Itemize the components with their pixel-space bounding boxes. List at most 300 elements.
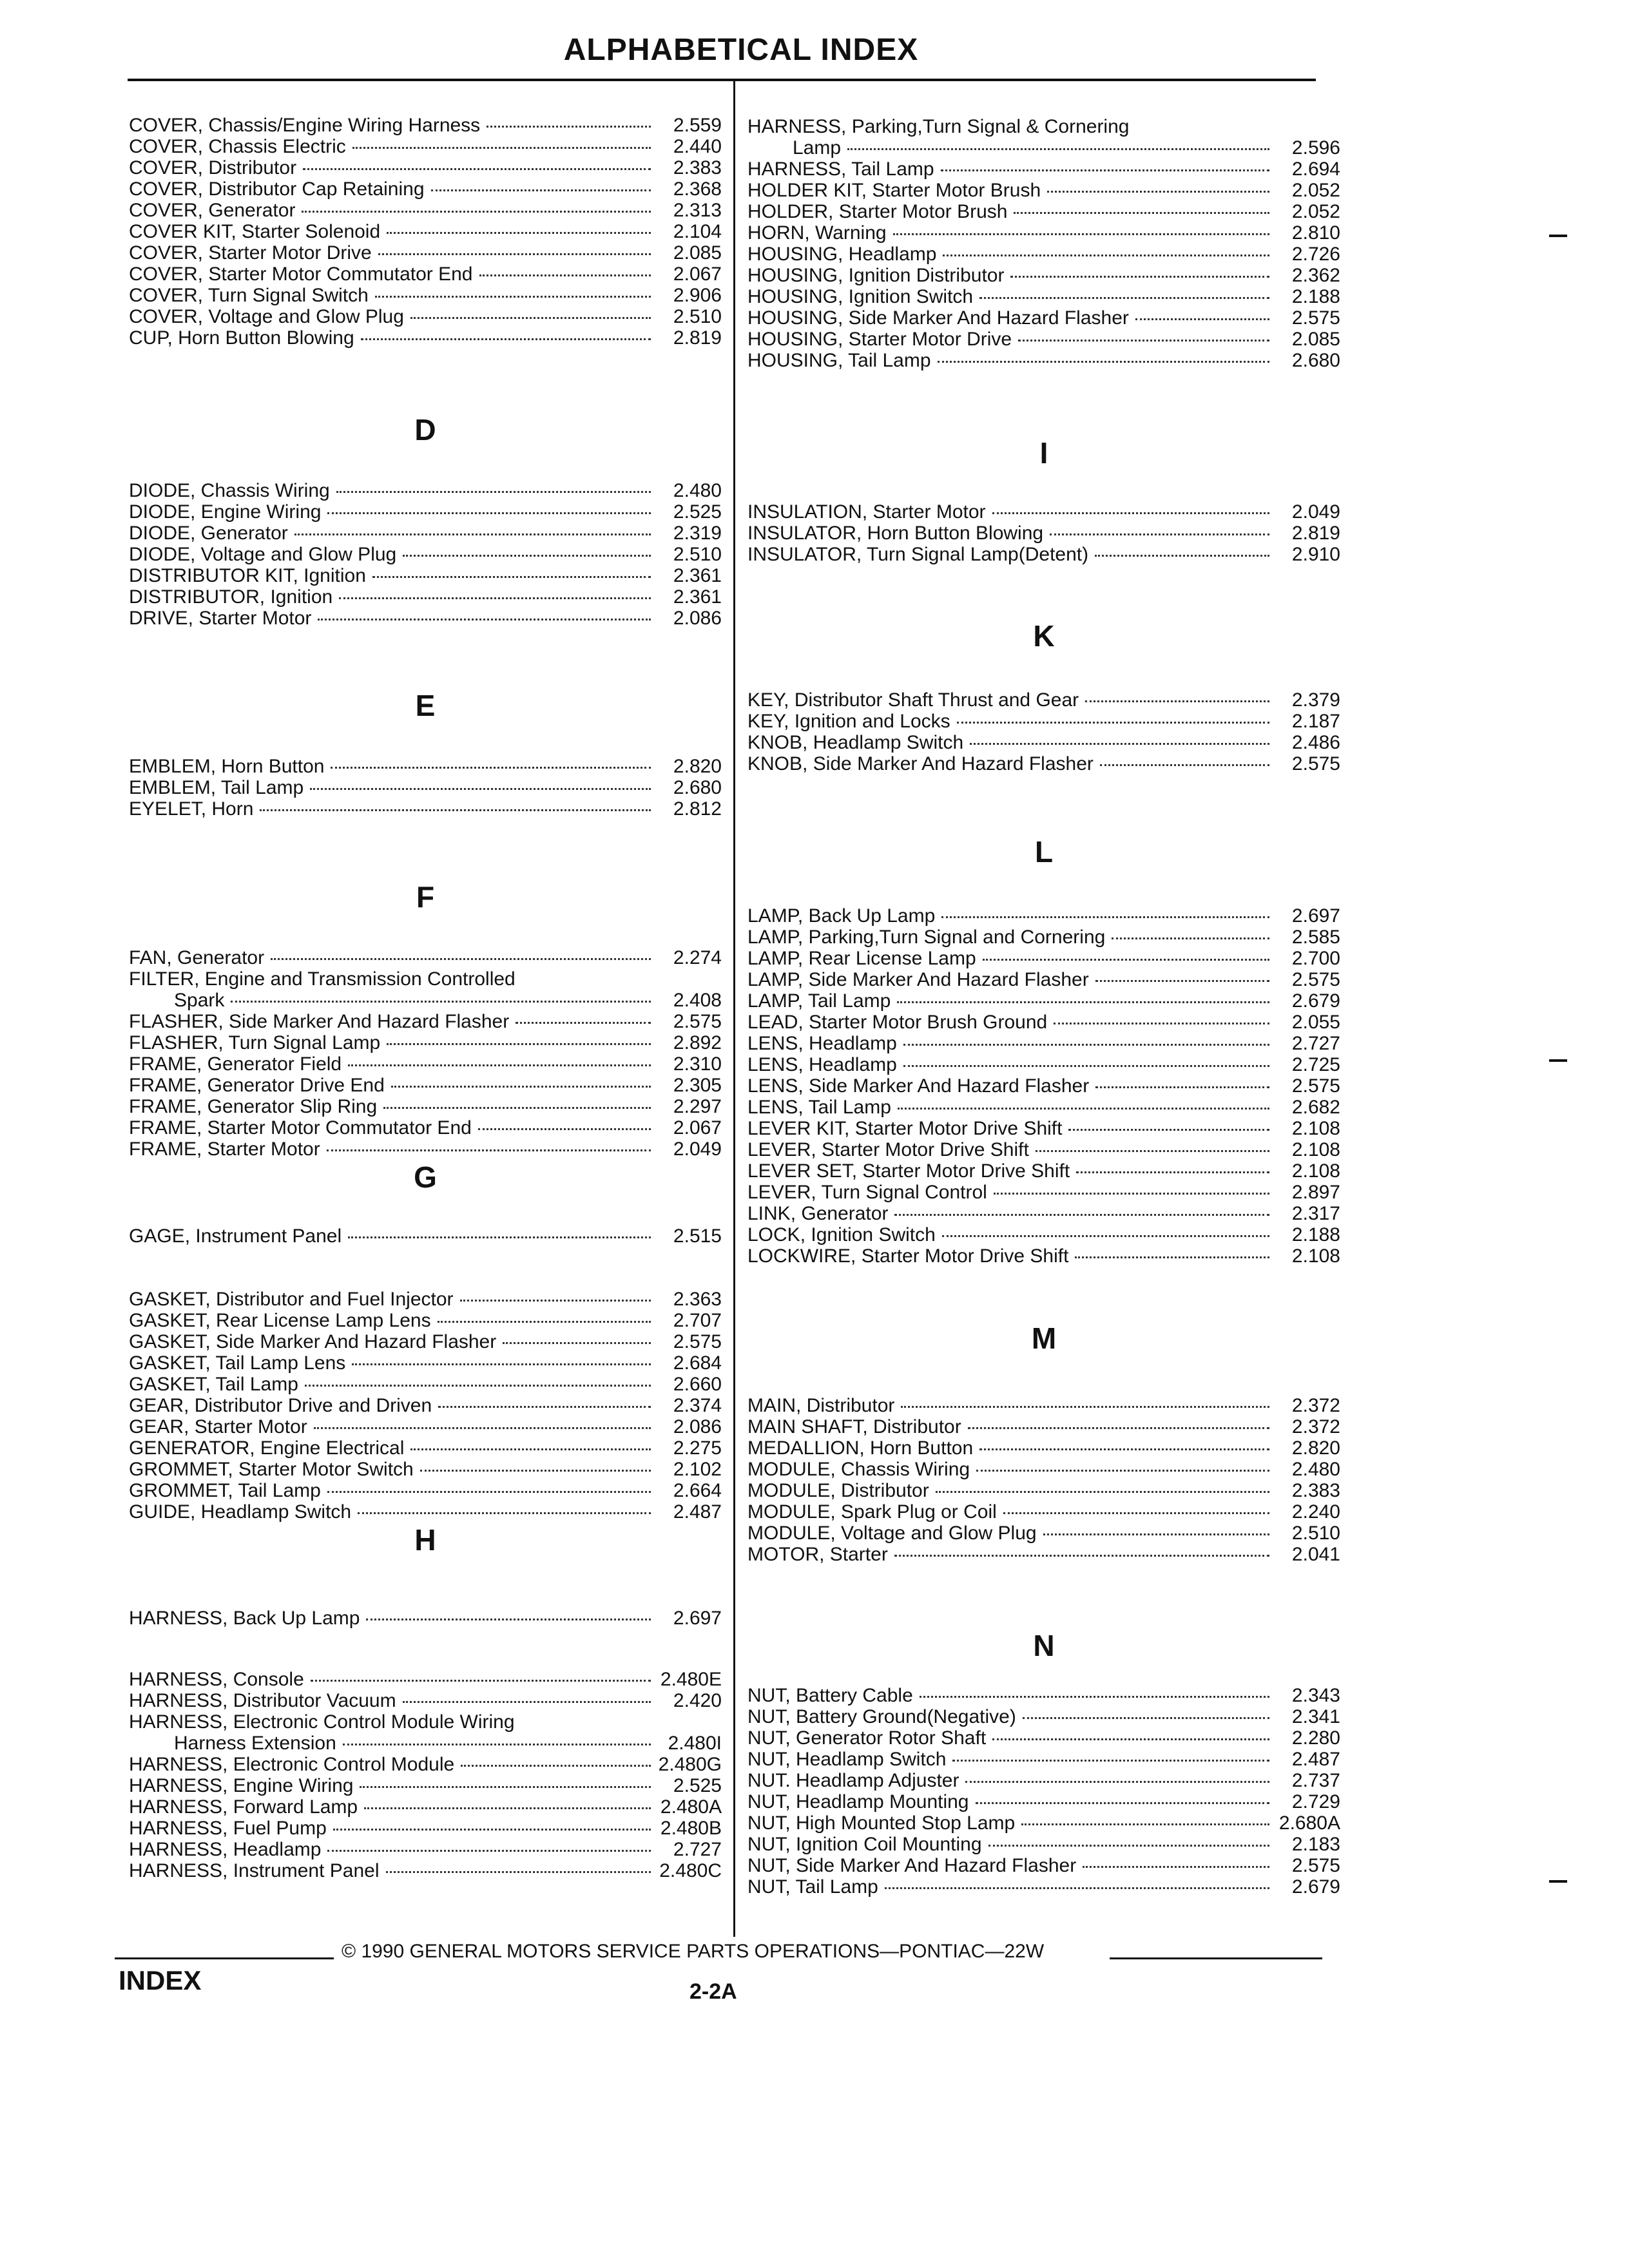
dot-leader	[403, 554, 651, 557]
dot-leader	[327, 1849, 651, 1852]
entry-page-number: 2.487	[673, 1501, 722, 1523]
entry-label: LOCK, Ignition Switch	[747, 1224, 936, 1245]
entry-page-number: 2.297	[673, 1096, 722, 1117]
index-entry	[129, 544, 722, 565]
dot-leader	[897, 1001, 1269, 1003]
column-divider	[733, 81, 735, 1937]
dot-leader	[420, 1469, 651, 1472]
index-entry	[747, 948, 1340, 969]
entry-page-number: 2.108	[1291, 1118, 1340, 1139]
entry-page-number: 2.726	[1291, 244, 1340, 265]
entry-label: HARNESS, Electronic Control Module	[129, 1754, 455, 1775]
entry-label: COVER, Turn Signal Switch	[129, 285, 369, 306]
section-letter: L	[1034, 835, 1054, 869]
entry-page-number: 2.906	[673, 285, 722, 306]
dot-leader	[1075, 1256, 1269, 1258]
index-entry	[747, 1812, 1340, 1834]
entry-page-number: 2.480G	[658, 1754, 722, 1775]
entry-label: NUT, Side Marker And Hazard Flasher	[747, 1855, 1077, 1876]
dot-leader	[339, 597, 651, 599]
dot-leader	[970, 742, 1269, 745]
entry-page-number: 2.510	[673, 544, 722, 565]
entry-label: FLASHER, Turn Signal Lamp	[129, 1032, 381, 1053]
index-entry	[129, 1501, 722, 1523]
entry-page-number: 2.510	[1291, 1523, 1340, 1544]
index-entry	[747, 1097, 1340, 1118]
index-entry	[747, 732, 1340, 753]
dot-leader	[994, 1192, 1269, 1195]
entry-page-number: 2.682	[1291, 1097, 1340, 1118]
section-letter: N	[1033, 1629, 1055, 1662]
entry-label: HARNESS, Back Up Lamp	[129, 1608, 360, 1629]
entry-page-number: 2.041	[1291, 1544, 1340, 1565]
entry-page-number: 2.188	[1291, 1224, 1340, 1245]
entry-page-number: 2.408	[673, 990, 722, 1011]
entry-page-number: 2.374	[673, 1395, 722, 1416]
dot-leader	[378, 253, 651, 255]
entry-label: COVER, Voltage and Glow Plug	[129, 306, 404, 327]
entry-page-number: 2.372	[1291, 1395, 1340, 1416]
entry-page-number: 2.480	[1291, 1459, 1340, 1480]
entry-label: COVER, Distributor	[129, 157, 297, 178]
dot-leader	[516, 1021, 651, 1024]
dot-leader	[992, 1738, 1269, 1740]
dot-leader	[331, 766, 651, 769]
entry-label: GENERATOR, Engine Electrical	[129, 1437, 405, 1459]
entry-label: DRIVE, Starter Motor	[129, 608, 312, 629]
index-entry	[747, 1770, 1340, 1791]
entry-label: NUT, High Mounted Stop Lamp	[747, 1812, 1016, 1834]
index-entry	[129, 1818, 722, 1839]
dot-leader	[348, 1064, 651, 1066]
entry-page-number: 2.679	[1291, 1876, 1340, 1898]
dot-leader	[920, 1695, 1269, 1698]
index-entry	[129, 608, 722, 629]
index-entry	[129, 327, 722, 349]
index-entry	[747, 1501, 1340, 1523]
entry-label: NUT, Ignition Coil Mounting	[747, 1834, 982, 1855]
entry-page-number: 2.280	[1291, 1727, 1340, 1749]
index-entry	[129, 1331, 722, 1352]
entry-label: Harness Extension	[174, 1733, 336, 1754]
entry-page-number: 2.575	[1291, 753, 1340, 774]
index-entry	[129, 586, 722, 608]
section-letter: E	[415, 689, 436, 722]
entry-page-number: 2.575	[673, 1331, 722, 1352]
index-entry	[174, 1733, 722, 1754]
dot-leader	[302, 210, 651, 213]
dot-leader	[976, 1469, 1269, 1472]
dot-leader	[343, 1743, 651, 1745]
entry-label: COVER, Chassis/Engine Wiring Harness	[129, 115, 481, 136]
dot-leader	[976, 1802, 1270, 1804]
entry-label: LAMP, Side Marker And Hazard Flasher	[747, 969, 1089, 990]
entry-label: LAMP, Tail Lamp	[747, 990, 891, 1012]
entry-label: NUT, Battery Ground(Negative)	[747, 1706, 1016, 1727]
index-entry	[129, 1796, 722, 1818]
dot-leader	[364, 1807, 651, 1809]
entry-label: KNOB, Headlamp Switch	[747, 732, 964, 753]
entry-page-number: 2.379	[1291, 689, 1340, 711]
entry-label: EMBLEM, Horn Button	[129, 756, 325, 777]
entry-label: HARNESS, Tail Lamp	[747, 159, 934, 180]
entry-page-number: 2.487	[1291, 1749, 1340, 1770]
dot-leader	[352, 146, 651, 149]
entry-page-number: 2.313	[673, 200, 722, 221]
margin-tick	[1549, 1059, 1567, 1062]
dot-leader	[1047, 190, 1269, 193]
entry-label: GASKET, Side Marker And Hazard Flasher	[129, 1331, 497, 1352]
index-entry	[129, 1690, 722, 1711]
entry-label: LENS, Tail Lamp	[747, 1097, 891, 1118]
index-entry	[129, 1117, 722, 1139]
entry-label: EYELET, Horn	[129, 798, 254, 820]
entry-page-number: 2.102	[673, 1459, 722, 1480]
entry-label: DISTRIBUTOR, Ignition	[129, 586, 333, 608]
entry-label: Spark	[174, 990, 225, 1011]
entry-label: HOLDER KIT, Starter Motor Brush	[747, 180, 1041, 201]
entry-label: HARNESS, Fuel Pump	[129, 1818, 327, 1839]
entry-label: FRAME, Generator Drive End	[129, 1075, 385, 1096]
dot-leader	[1014, 211, 1269, 214]
dot-leader	[260, 809, 651, 811]
index-entry	[747, 689, 1340, 711]
index-entry	[174, 990, 722, 1011]
entry-label: GASKET, Tail Lamp	[129, 1374, 298, 1395]
index-entry	[129, 1352, 722, 1374]
dot-leader	[1076, 1171, 1269, 1173]
index-entry	[129, 1395, 722, 1416]
index-entry	[747, 1791, 1340, 1812]
entry-label: MAIN, Distributor	[747, 1395, 895, 1416]
index-entry	[129, 968, 722, 990]
entry-page-number: 2.897	[1291, 1182, 1340, 1203]
entry-label: HOUSING, Ignition Distributor	[747, 265, 1005, 286]
dot-leader	[361, 338, 651, 340]
index-entry	[129, 1075, 722, 1096]
dot-leader	[898, 1107, 1269, 1110]
index-entry	[129, 285, 722, 306]
dot-leader	[387, 231, 651, 234]
entry-label: HARNESS, Console	[129, 1669, 304, 1690]
index-entry	[129, 1139, 722, 1160]
entry-page-number: 2.660	[673, 1374, 722, 1395]
dot-leader	[1018, 339, 1269, 341]
entry-page-number: 2.819	[1291, 523, 1340, 544]
dot-leader	[438, 1405, 651, 1408]
entry-page-number: 2.727	[1291, 1033, 1340, 1054]
entry-page-number: 2.727	[673, 1839, 722, 1860]
dot-leader	[372, 575, 651, 578]
index-entry	[747, 307, 1340, 329]
entry-label: MEDALLION, Horn Button	[747, 1437, 974, 1459]
entry-label: DIODE, Chassis Wiring	[129, 480, 330, 501]
section-letter: G	[414, 1160, 437, 1194]
dot-leader	[403, 1700, 651, 1703]
dot-leader	[894, 1213, 1269, 1216]
dot-leader	[305, 1384, 651, 1387]
dot-leader	[333, 1828, 651, 1831]
entry-page-number: 2.361	[673, 586, 722, 608]
entry-page-number: 2.575	[1291, 307, 1340, 329]
index-entry	[129, 1096, 722, 1117]
entry-label: NUT, Headlamp Mounting	[747, 1791, 969, 1812]
index-entry	[129, 136, 722, 157]
entry-label: LEAD, Starter Motor Brush Ground	[747, 1012, 1048, 1033]
entry-label: HARNESS, Parking,Turn Signal & Cornering	[747, 116, 1130, 137]
index-entry	[747, 159, 1340, 180]
dot-leader	[327, 512, 651, 514]
entry-label: INSULATOR, Horn Button Blowing	[747, 523, 1044, 544]
index-entry	[129, 1310, 722, 1331]
index-entry	[747, 1544, 1340, 1565]
dot-leader	[1023, 1716, 1269, 1719]
entry-label: LENS, Headlamp	[747, 1033, 897, 1054]
entry-page-number: 2.480I	[668, 1733, 722, 1754]
entry-label: MODULE, Distributor	[747, 1480, 929, 1501]
entry-page-number: 2.480	[673, 480, 722, 501]
entry-label: NUT, Tail Lamp	[747, 1876, 878, 1898]
entry-label: GEAR, Distributor Drive and Driven	[129, 1395, 432, 1416]
index-entry	[747, 265, 1340, 286]
entry-label: DIODE, Engine Wiring	[129, 501, 322, 523]
entry-label: HOUSING, Headlamp	[747, 244, 937, 265]
dot-leader	[503, 1341, 651, 1344]
dot-leader	[957, 721, 1269, 724]
header-rule	[128, 79, 1316, 81]
entry-page-number: 2.525	[673, 1775, 722, 1796]
index-entry	[129, 157, 722, 178]
entry-label: NUT. Headlamp Adjuster	[747, 1770, 959, 1791]
index-entry	[747, 1685, 1340, 1706]
entry-page-number: 2.240	[1291, 1501, 1340, 1523]
entry-label: HOUSING, Side Marker And Hazard Flasher	[747, 307, 1129, 329]
dot-leader	[1043, 1533, 1269, 1535]
entry-page-number: 2.679	[1291, 990, 1340, 1012]
dot-leader	[943, 254, 1269, 256]
dot-leader	[1095, 1086, 1269, 1088]
entry-page-number: 2.362	[1291, 265, 1340, 286]
entry-page-number: 2.684	[673, 1352, 722, 1374]
section-letter: D	[414, 413, 436, 447]
dot-leader	[1010, 275, 1269, 278]
entry-page-number: 2.275	[673, 1437, 722, 1459]
index-entry	[747, 969, 1340, 990]
index-entry	[747, 1855, 1340, 1876]
dot-leader	[352, 1363, 651, 1365]
index-entry	[129, 1011, 722, 1032]
index-entry	[793, 137, 1340, 159]
entry-label: LEVER, Starter Motor Drive Shift	[747, 1139, 1029, 1160]
entry-page-number: 2.810	[1291, 222, 1340, 244]
dot-leader	[1068, 1128, 1269, 1131]
index-entry	[747, 1523, 1340, 1544]
index-entry	[747, 222, 1340, 244]
section-letter: K	[1033, 619, 1055, 653]
dot-leader	[988, 1844, 1269, 1847]
entry-label: FLASHER, Side Marker And Hazard Flasher	[129, 1011, 510, 1032]
entry-label: MODULE, Spark Plug or Coil	[747, 1501, 997, 1523]
dot-leader	[336, 490, 651, 493]
index-entry	[129, 501, 722, 523]
index-entry	[747, 1459, 1340, 1480]
entry-page-number: 2.067	[673, 264, 722, 285]
entry-page-number: 2.820	[1291, 1437, 1340, 1459]
index-entry	[747, 544, 1340, 565]
entry-label: CUP, Horn Button Blowing	[129, 327, 354, 349]
entry-label: LINK, Generator	[747, 1203, 889, 1224]
entry-page-number: 2.559	[673, 115, 722, 136]
section-letter: F	[416, 880, 435, 914]
dot-leader	[358, 1512, 651, 1514]
entry-label: COVER, Starter Motor Commutator End	[129, 264, 473, 285]
dot-leader	[847, 148, 1269, 150]
entry-label: MAIN SHAFT, Distributor	[747, 1416, 961, 1437]
entry-label: COVER KIT, Starter Solenoid	[129, 221, 381, 242]
dot-leader	[391, 1085, 651, 1088]
index-entry	[129, 1053, 722, 1075]
entry-page-number: 2.596	[1291, 137, 1340, 159]
dot-leader	[992, 512, 1269, 514]
dot-leader	[894, 1554, 1269, 1557]
entry-label: LEVER KIT, Starter Motor Drive Shift	[747, 1118, 1063, 1139]
entry-label: FRAME, Starter Motor Commutator End	[129, 1117, 472, 1139]
dot-leader	[310, 787, 651, 790]
dot-leader	[979, 296, 1269, 299]
margin-tick	[1549, 235, 1567, 237]
dot-leader	[311, 1679, 651, 1682]
entry-page-number: 2.697	[1291, 905, 1340, 927]
entry-page-number: 2.680	[673, 777, 722, 798]
index-entry	[129, 480, 722, 501]
entry-label: INSULATION, Starter Motor	[747, 501, 986, 523]
entry-page-number: 2.372	[1291, 1416, 1340, 1437]
index-entry	[129, 1289, 722, 1310]
index-entry	[129, 1839, 722, 1860]
index-entry	[747, 1012, 1340, 1033]
entry-label: HARNESS, Electronic Control Module Wiring	[129, 1711, 515, 1733]
dot-leader	[1095, 979, 1269, 982]
dot-leader	[1095, 554, 1269, 557]
entry-page-number: 2.819	[673, 327, 722, 349]
entry-label: GEAR, Starter Motor	[129, 1416, 307, 1437]
index-entry	[129, 200, 722, 221]
index-entry	[747, 329, 1340, 350]
index-entry	[747, 1416, 1340, 1437]
index-entry	[129, 1775, 722, 1796]
index-entry	[747, 1203, 1340, 1224]
dot-leader	[294, 533, 651, 535]
dot-leader	[942, 1235, 1269, 1237]
dot-leader	[314, 1427, 651, 1429]
entry-page-number: 2.697	[673, 1608, 722, 1629]
entry-label: MOTOR, Starter	[747, 1544, 888, 1565]
entry-page-number: 2.680A	[1278, 1812, 1340, 1834]
entry-label: MODULE, Voltage and Glow Plug	[747, 1523, 1037, 1544]
entry-label: KEY, Ignition and Locks	[747, 711, 950, 732]
entry-page-number: 2.049	[673, 1139, 722, 1160]
entry-label: HOLDER, Starter Motor Brush	[747, 201, 1008, 222]
dot-leader	[366, 1618, 651, 1620]
entry-page-number: 2.085	[1291, 329, 1340, 350]
entry-page-number: 2.480A	[660, 1796, 722, 1818]
index-entry	[129, 777, 722, 798]
dot-leader	[431, 189, 651, 191]
entry-page-number: 2.700	[1291, 948, 1340, 969]
entry-page-number: 2.510	[673, 306, 722, 327]
entry-page-number: 2.480C	[659, 1860, 722, 1881]
entry-label: HARNESS, Distributor Vacuum	[129, 1690, 396, 1711]
index-entry	[747, 1182, 1340, 1203]
index-entry	[747, 1706, 1340, 1727]
entry-label: LAMP, Parking,Turn Signal and Cornering	[747, 927, 1106, 948]
dot-leader	[1003, 1512, 1269, 1514]
index-entry	[129, 756, 722, 777]
entry-label: DIODE, Voltage and Glow Plug	[129, 544, 397, 565]
entry-label: LOCKWIRE, Starter Motor Drive Shift	[747, 1245, 1069, 1267]
entry-page-number: 2.575	[1291, 1075, 1340, 1097]
dot-leader	[1083, 1865, 1269, 1868]
index-entry	[129, 306, 722, 327]
index-entry	[747, 180, 1340, 201]
index-entry	[747, 1139, 1340, 1160]
index-entry	[129, 242, 722, 264]
entry-label: FAN, Generator	[129, 947, 265, 968]
dot-leader	[968, 1427, 1269, 1429]
entry-page-number: 2.680	[1291, 350, 1340, 371]
entry-label: MODULE, Chassis Wiring	[747, 1459, 970, 1480]
entry-label: GAGE, Instrument Panel	[129, 1225, 342, 1247]
index-entry	[129, 1437, 722, 1459]
section-letter: I	[1039, 436, 1048, 470]
entry-page-number: 2.188	[1291, 286, 1340, 307]
entry-page-number: 2.480E	[660, 1669, 722, 1690]
index-entry	[747, 1160, 1340, 1182]
index-entry	[129, 1032, 722, 1053]
entry-page-number: 2.729	[1291, 1791, 1340, 1812]
dot-leader	[231, 1000, 651, 1003]
entry-page-number: 2.361	[673, 565, 722, 586]
entry-label: HOUSING, Ignition Switch	[747, 286, 974, 307]
index-entry	[747, 1075, 1340, 1097]
entry-page-number: 2.052	[1291, 201, 1340, 222]
index-entry	[129, 947, 722, 968]
section-letter: H	[414, 1523, 436, 1557]
index-entry	[747, 1834, 1340, 1855]
entry-label: GASKET, Distributor and Fuel Injector	[129, 1289, 454, 1310]
entry-label: GROMMET, Starter Motor Switch	[129, 1459, 414, 1480]
entry-label: COVER, Generator	[129, 200, 296, 221]
dot-leader	[375, 295, 651, 298]
page-title: ALPHABETICAL INDEX	[563, 33, 919, 67]
entry-page-number: 2.368	[673, 178, 722, 200]
entry-page-number: 2.086	[673, 608, 722, 629]
index-entry	[747, 286, 1340, 307]
entry-page-number: 2.694	[1291, 159, 1340, 180]
entry-page-number: 2.892	[673, 1032, 722, 1053]
index-entry	[129, 221, 722, 242]
footer-page-number: 2-2A	[689, 1979, 737, 2004]
index-entry	[129, 1669, 722, 1690]
entry-page-number: 2.086	[673, 1416, 722, 1437]
dot-leader	[1085, 700, 1269, 702]
entry-page-number: 2.725	[1291, 1054, 1340, 1075]
index-entry	[747, 1437, 1340, 1459]
entry-page-number: 2.525	[673, 501, 722, 523]
dot-leader	[303, 168, 651, 170]
entry-label: HOUSING, Starter Motor Drive	[747, 329, 1012, 350]
dot-leader	[965, 1780, 1269, 1783]
